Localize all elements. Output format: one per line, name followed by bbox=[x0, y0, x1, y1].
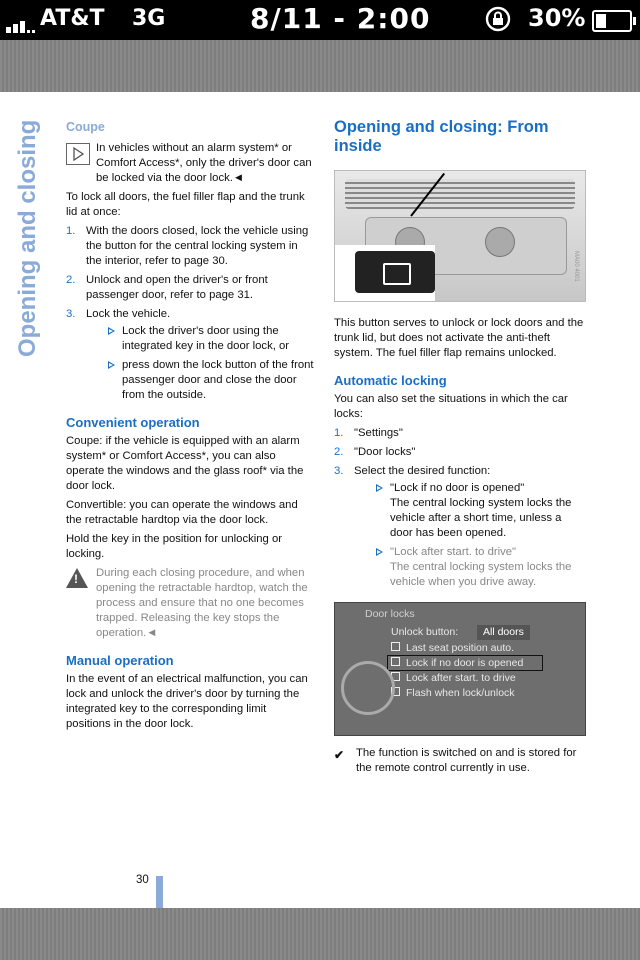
automatic-locking-heading: Automatic locking bbox=[334, 373, 447, 388]
bullet-triangle-icon bbox=[376, 484, 383, 492]
signal-strength-icon bbox=[6, 14, 37, 33]
list-item: 2. "Door locks" bbox=[334, 446, 416, 458]
bullet-triangle-icon bbox=[108, 361, 115, 369]
list-item: Lock the driver's door using the integrated key in the door lock, or bbox=[86, 324, 314, 354]
list-item: 3. Select the desired function: "Lock if no door is opened" The central locking system locks the vehicle after a short time, unless a door has been opened. "Lock after start. to drive" The central locking system locks the vehicle when you drive away. bbox=[334, 464, 584, 590]
manual-operation-heading: Manual operation bbox=[66, 653, 174, 668]
checkmark-icon: ✔ bbox=[334, 748, 345, 762]
section-side-title: Opening and closing bbox=[14, 120, 41, 358]
warning-text: During each closing procedure, and when opening the retractable hardtop, watch the process and ensure that no one becomes trapped. Releasing the key stops the operation.◄ bbox=[96, 567, 308, 639]
controller-ring-icon bbox=[341, 661, 395, 715]
selection-highlight bbox=[387, 655, 543, 671]
rotation-lock-icon bbox=[485, 6, 511, 32]
page-marker bbox=[156, 876, 163, 908]
manual-operation-text: In the event of an electrical malfunction, you can lock and unlock the driver's door by turning the integrated key to the corresponding limit positions in the door lock. bbox=[66, 673, 308, 730]
list-item: "Lock after start. to drive" The central locking system locks the vehicle when you drive away. bbox=[354, 545, 584, 590]
network-type: 3G bbox=[132, 6, 166, 31]
battery-level bbox=[596, 14, 606, 28]
left-column bbox=[66, 120, 314, 736]
checkbox-icon bbox=[391, 642, 400, 651]
battery-percent: 30% bbox=[528, 4, 586, 32]
screen-option: Lock if no door is opened bbox=[391, 656, 523, 671]
lock-sub-steps bbox=[86, 324, 314, 403]
unlock-button-value: All doors bbox=[477, 625, 530, 640]
function-options bbox=[354, 481, 584, 590]
bullet-triangle-icon bbox=[376, 548, 383, 556]
convenient-hold-text: Hold the key in the position for unlocking or locking. bbox=[66, 533, 283, 560]
footnote bbox=[334, 746, 584, 776]
note-play-icon bbox=[66, 143, 90, 165]
screen-option: Flash when lock/unlock bbox=[391, 686, 515, 701]
bullet-triangle-icon bbox=[108, 327, 115, 335]
list-item: 1. "Settings" bbox=[334, 427, 403, 439]
coupe-note bbox=[66, 141, 314, 186]
automatic-steps-list bbox=[334, 426, 584, 590]
manual-page[interactable] bbox=[0, 92, 640, 908]
date-time: 8/11 - 2:00 bbox=[250, 2, 431, 35]
lock-steps-list bbox=[66, 224, 314, 403]
automatic-locking-intro: You can also set the situations in which the car locks: bbox=[334, 393, 568, 420]
convenient-heading: Convenient operation bbox=[66, 415, 200, 430]
inside-heading: Opening and closing: From inside bbox=[334, 118, 549, 155]
viewer-top-toolbar[interactable] bbox=[0, 40, 640, 92]
door-lock-icon bbox=[383, 263, 411, 285]
coupe-note-text: In vehicles without an alarm system* or Comfort Access*, only the driver's door can be locked via the door lock.◄ bbox=[96, 142, 312, 184]
warning-icon bbox=[66, 568, 88, 588]
screen-option: Lock after start. to drive bbox=[391, 671, 516, 686]
convenient-convertible-text: Convertible: you can operate the windows and the retractable hardtop via the door lock. bbox=[66, 499, 298, 526]
door-locks-screen bbox=[334, 602, 586, 736]
screen-option: Last seat position auto. bbox=[391, 641, 514, 656]
page-number: 30 bbox=[136, 874, 149, 886]
list-item: 3. Lock the vehicle. Lock the driver's door using the integrated key in the door lock, or press down the lock button of the front passenger door and close the door from the outside. bbox=[66, 308, 314, 401]
photo-tag: MA00 4001 bbox=[573, 251, 579, 282]
right-column bbox=[334, 118, 584, 780]
lock-all-intro: To lock all doors, the fuel filler flap and the trunk lid at once: bbox=[66, 191, 305, 218]
list-item: 2. Unlock and open the driver's or front passenger door, refer to page 31. bbox=[66, 274, 268, 301]
carrier-label: AT&T bbox=[40, 6, 105, 31]
screen-header: Door locks bbox=[365, 608, 415, 620]
list-item: 1. With the doors closed, lock the vehicle using the button for the central locking system in the interior, refer to page 30. bbox=[66, 225, 309, 267]
viewer-bottom-toolbar[interactable] bbox=[0, 908, 640, 960]
central-locking-button-photo bbox=[334, 170, 586, 302]
status-bar bbox=[0, 0, 640, 40]
list-item: press down the lock button of the front passenger door and close the door from the outside. bbox=[86, 358, 314, 403]
warning-note bbox=[66, 566, 314, 641]
unlock-button-label: Unlock button: bbox=[391, 626, 459, 638]
coupe-heading: Coupe bbox=[66, 120, 105, 134]
lock-button-closeup bbox=[355, 251, 435, 293]
battery-icon bbox=[592, 10, 632, 32]
list-item: "Lock if no door is opened" The central locking system locks the vehicle after a short time, unless a door has been opened. bbox=[354, 481, 584, 541]
button-description: This button serves to unlock or lock doors and the trunk lid, but does not activate the anti-theft system. The fuel filler flap remains unlocked. bbox=[334, 317, 584, 359]
footnote-text: The function is switched on and is stored for the remote control currently in use. bbox=[356, 747, 577, 774]
convenient-coupe-text: Coupe: if the vehicle is equipped with an alarm system* or Comfort Access*, you can also operate the windows and the glass roof* via the door lock. bbox=[66, 435, 304, 492]
